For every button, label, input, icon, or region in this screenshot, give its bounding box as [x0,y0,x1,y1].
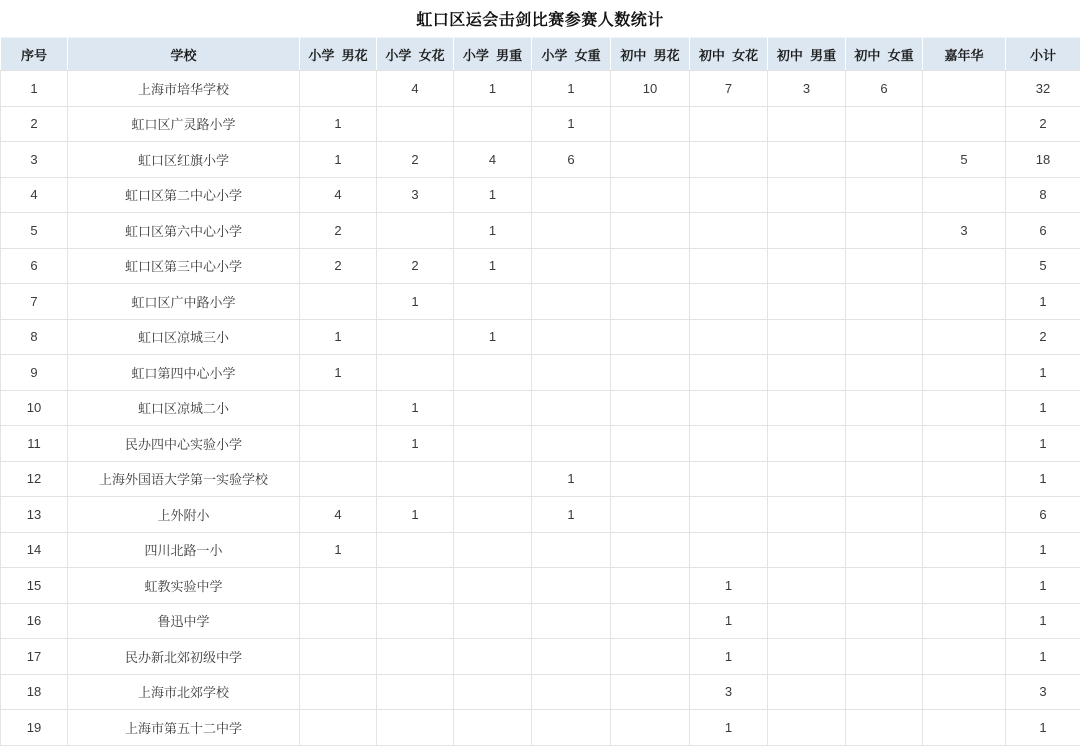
row-index-cell: 18 [1,674,68,710]
count-cell [768,248,846,284]
count-cell [923,319,1006,355]
row-index-cell: 11 [1,426,68,462]
count-cell [300,71,377,107]
count-cell [846,106,923,142]
table-row [1,177,1080,213]
table-row [1,497,1080,533]
subtotal-cell: 18 [1006,142,1080,178]
school-name-cell: 虹口区凉城三小 [68,319,300,355]
count-cell [300,284,377,320]
count-cell [768,213,846,249]
table-row [1,284,1080,320]
participants-table [0,37,1080,746]
subtotal-cell: 2 [1006,319,1080,355]
school-name-cell: 虹口第四中心小学 [68,355,300,391]
count-cell: 1 [690,639,768,675]
count-cell [300,639,377,675]
count-cell [768,426,846,462]
count-cell [768,639,846,675]
count-cell [923,248,1006,284]
count-cell [923,603,1006,639]
count-cell [768,390,846,426]
table-row [1,426,1080,462]
count-cell [611,497,690,533]
count-cell [377,710,454,746]
table-row [1,674,1080,710]
count-cell [846,461,923,497]
count-cell [923,284,1006,320]
count-cell [532,390,611,426]
count-cell: 4 [377,71,454,107]
count-cell [846,390,923,426]
count-cell [454,710,532,746]
school-name-cell: 上海外国语大学第一实验学校 [68,461,300,497]
count-cell: 2 [377,142,454,178]
count-cell: 1 [377,390,454,426]
count-cell [611,674,690,710]
count-cell: 1 [454,213,532,249]
count-cell [454,461,532,497]
count-cell [611,568,690,604]
table-row [1,639,1080,675]
column-header-7: 初中 女花 [690,38,768,71]
count-cell [846,639,923,675]
count-cell [532,177,611,213]
count-cell: 6 [846,71,923,107]
count-cell [768,710,846,746]
table-row [1,106,1080,142]
row-index-cell: 13 [1,497,68,533]
count-cell: 1 [690,568,768,604]
count-cell [377,106,454,142]
table-row [1,319,1080,355]
count-cell [690,284,768,320]
count-cell [454,603,532,639]
column-header-3: 小学 女花 [377,38,454,71]
subtotal-cell: 1 [1006,603,1080,639]
table-row [1,568,1080,604]
row-index-cell: 10 [1,390,68,426]
count-cell [611,639,690,675]
count-cell: 1 [532,71,611,107]
column-header-9: 初中 女重 [846,38,923,71]
count-cell [768,532,846,568]
count-cell [923,674,1006,710]
row-index-cell: 8 [1,319,68,355]
count-cell: 4 [300,177,377,213]
count-cell: 1 [300,532,377,568]
count-cell [300,603,377,639]
count-cell [768,497,846,533]
row-index-cell: 12 [1,461,68,497]
row-index-cell: 14 [1,532,68,568]
count-cell [532,639,611,675]
count-cell [846,177,923,213]
count-cell [846,568,923,604]
column-header-4: 小学 男重 [454,38,532,71]
count-cell [846,532,923,568]
count-cell [377,319,454,355]
count-cell [454,639,532,675]
count-cell [690,319,768,355]
count-cell: 1 [532,106,611,142]
column-header-11: 小计 [1006,38,1080,71]
count-cell: 5 [923,142,1006,178]
school-name-cell: 虹口区凉城二小 [68,390,300,426]
count-cell [768,106,846,142]
count-cell: 10 [611,71,690,107]
count-cell [300,390,377,426]
school-name-cell: 上海市第五十二中学 [68,710,300,746]
count-cell [923,71,1006,107]
count-cell [846,710,923,746]
count-cell [611,426,690,462]
subtotal-cell: 1 [1006,639,1080,675]
count-cell: 1 [532,497,611,533]
count-cell: 1 [532,461,611,497]
table-row [1,71,1080,107]
column-header-0: 序号 [1,38,68,71]
count-cell [923,426,1006,462]
school-name-cell: 上外附小 [68,497,300,533]
count-cell [300,426,377,462]
header-row [1,38,1080,71]
count-cell [846,284,923,320]
count-cell [690,532,768,568]
table-row [1,213,1080,249]
school-name-cell: 虹口区第六中心小学 [68,213,300,249]
subtotal-cell: 8 [1006,177,1080,213]
row-index-cell: 1 [1,71,68,107]
count-cell [300,674,377,710]
count-cell: 1 [454,71,532,107]
count-cell [846,213,923,249]
count-cell [532,426,611,462]
count-cell: 3 [690,674,768,710]
subtotal-cell: 1 [1006,426,1080,462]
count-cell [532,568,611,604]
subtotal-cell: 1 [1006,461,1080,497]
count-cell [611,106,690,142]
row-index-cell: 19 [1,710,68,746]
count-cell [846,497,923,533]
count-cell [532,710,611,746]
table-header [1,38,1080,71]
count-cell [532,603,611,639]
count-cell: 1 [300,142,377,178]
table-row [1,355,1080,391]
count-cell [611,532,690,568]
count-cell [690,355,768,391]
row-index-cell: 5 [1,213,68,249]
count-cell [923,497,1006,533]
school-name-cell: 上海市北郊学校 [68,674,300,710]
count-cell [611,390,690,426]
count-cell: 7 [690,71,768,107]
count-cell [454,355,532,391]
count-cell [454,532,532,568]
count-cell [768,674,846,710]
count-cell [923,390,1006,426]
count-cell: 1 [300,106,377,142]
column-header-6: 初中 男花 [611,38,690,71]
count-cell [300,568,377,604]
count-cell [768,177,846,213]
count-cell [611,142,690,178]
count-cell [454,284,532,320]
school-name-cell: 虹教实验中学 [68,568,300,604]
column-header-1: 学校 [68,38,300,71]
count-cell: 1 [377,284,454,320]
count-cell [454,106,532,142]
school-name-cell: 虹口区第三中心小学 [68,248,300,284]
table-row [1,248,1080,284]
subtotal-cell: 1 [1006,568,1080,604]
count-cell: 4 [454,142,532,178]
row-index-cell: 15 [1,568,68,604]
count-cell [690,213,768,249]
count-cell [768,142,846,178]
count-cell [690,106,768,142]
count-cell: 2 [377,248,454,284]
count-cell: 3 [923,213,1006,249]
table-row [1,710,1080,746]
count-cell [377,674,454,710]
count-cell [923,106,1006,142]
count-cell [377,568,454,604]
count-cell: 1 [377,497,454,533]
count-cell [532,319,611,355]
count-cell [690,248,768,284]
table-row [1,142,1080,178]
page-title: 虹口区运会击剑比赛参赛人数统计 [416,12,664,29]
count-cell: 1 [300,319,377,355]
count-cell [377,603,454,639]
count-cell [611,710,690,746]
school-name-cell: 虹口区第二中心小学 [68,177,300,213]
count-cell [768,319,846,355]
count-cell [532,213,611,249]
count-cell [768,284,846,320]
column-header-8: 初中 男重 [768,38,846,71]
count-cell: 3 [377,177,454,213]
count-cell [532,674,611,710]
count-cell [923,639,1006,675]
count-cell: 1 [690,603,768,639]
column-header-5: 小学 女重 [532,38,611,71]
count-cell [923,355,1006,391]
subtotal-cell: 2 [1006,106,1080,142]
count-cell [846,355,923,391]
row-index-cell: 9 [1,355,68,391]
row-index-cell: 2 [1,106,68,142]
count-cell [690,177,768,213]
count-cell [377,213,454,249]
subtotal-cell: 5 [1006,248,1080,284]
row-index-cell: 4 [1,177,68,213]
count-cell [611,461,690,497]
count-cell [846,319,923,355]
count-cell [846,603,923,639]
table-row [1,390,1080,426]
count-cell [611,319,690,355]
count-cell [923,568,1006,604]
count-cell [532,248,611,284]
count-cell [846,426,923,462]
count-cell [300,710,377,746]
count-cell [611,248,690,284]
subtotal-cell: 32 [1006,71,1080,107]
count-cell: 1 [690,710,768,746]
count-cell: 6 [532,142,611,178]
count-cell [611,177,690,213]
column-header-10: 嘉年华 [923,38,1006,71]
count-cell [377,639,454,675]
count-cell: 2 [300,248,377,284]
count-cell [690,426,768,462]
count-cell: 1 [454,177,532,213]
subtotal-cell: 1 [1006,284,1080,320]
subtotal-cell: 1 [1006,355,1080,391]
table-row [1,603,1080,639]
count-cell: 3 [768,71,846,107]
table-row [1,532,1080,568]
count-cell [532,284,611,320]
count-cell: 1 [454,248,532,284]
column-header-2: 小学 男花 [300,38,377,71]
count-cell: 2 [300,213,377,249]
count-cell [300,461,377,497]
row-index-cell: 16 [1,603,68,639]
row-index-cell: 3 [1,142,68,178]
count-cell [377,532,454,568]
count-cell [611,603,690,639]
count-cell [611,284,690,320]
count-cell [532,532,611,568]
count-cell: 1 [454,319,532,355]
count-cell [846,248,923,284]
count-cell [923,532,1006,568]
count-cell [690,497,768,533]
count-cell: 4 [300,497,377,533]
subtotal-cell: 1 [1006,710,1080,746]
count-cell [454,497,532,533]
school-name-cell: 四川北路一小 [68,532,300,568]
subtotal-cell: 6 [1006,213,1080,249]
count-cell [768,461,846,497]
count-cell: 1 [377,426,454,462]
school-name-cell: 虹口区广灵路小学 [68,106,300,142]
count-cell [768,568,846,604]
row-index-cell: 6 [1,248,68,284]
count-cell [768,355,846,391]
count-cell [454,568,532,604]
subtotal-cell: 1 [1006,390,1080,426]
count-cell [846,142,923,178]
count-cell [768,603,846,639]
count-cell [690,461,768,497]
count-cell [377,355,454,391]
row-index-cell: 17 [1,639,68,675]
count-cell [454,390,532,426]
count-cell [690,142,768,178]
subtotal-cell: 3 [1006,674,1080,710]
count-cell [923,177,1006,213]
count-cell [611,355,690,391]
count-cell [454,426,532,462]
subtotal-cell: 1 [1006,532,1080,568]
count-cell [532,355,611,391]
count-cell [377,461,454,497]
school-name-cell: 虹口区红旗小学 [68,142,300,178]
row-index-cell: 7 [1,284,68,320]
count-cell [923,461,1006,497]
school-name-cell: 鲁迅中学 [68,603,300,639]
subtotal-cell: 6 [1006,497,1080,533]
school-name-cell: 上海市培华学校 [68,71,300,107]
table-body [1,71,1080,746]
count-cell [846,674,923,710]
count-cell [611,213,690,249]
school-name-cell: 民办新北郊初级中学 [68,639,300,675]
school-name-cell: 虹口区广中路小学 [68,284,300,320]
school-name-cell: 民办四中心实验小学 [68,426,300,462]
count-cell [690,390,768,426]
count-cell [454,674,532,710]
table-row [1,461,1080,497]
count-cell [923,710,1006,746]
count-cell: 1 [300,355,377,391]
